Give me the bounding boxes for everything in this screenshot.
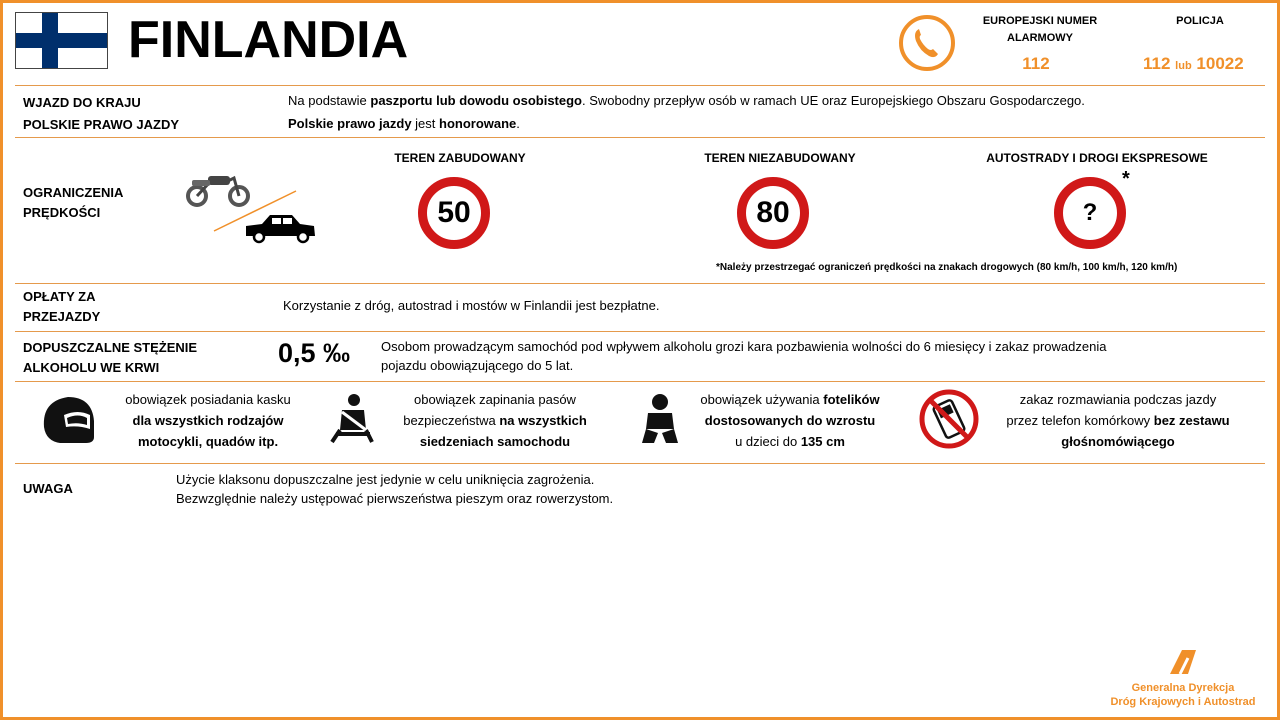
helmet-icon (40, 393, 96, 447)
no-phone-icon (918, 388, 980, 450)
belt-text-2: bezpieczeństwa na wszystkich (403, 413, 587, 428)
speed-sign-rural: 80 (737, 177, 809, 249)
emergency-label: EUROPEJSKI NUMER (982, 15, 1098, 27)
footer-org-2: Dróg Krajowych i Autostrad (1110, 696, 1256, 708)
divider (15, 137, 1265, 138)
police-or: lub (1175, 60, 1192, 72)
police-label: POLICJA (1176, 15, 1224, 27)
speed-label-2: PRĘDKOŚCI (23, 205, 101, 220)
alcohol-label: DOPUSZCZALNE STĘŻENIE (23, 340, 198, 355)
license-text: Polskie prawo jazdy jest honorowane. (288, 116, 520, 131)
divider (15, 85, 1265, 86)
country-title: FINLANDIA (128, 11, 409, 69)
alcohol-label-2: ALKOHOLU WE KRWI (23, 360, 160, 375)
phone-text-3: głośnomówiącego (1061, 434, 1175, 449)
helmet-text-2: dla wszystkich rodzajów (132, 413, 284, 428)
zone-title-urban: TEREN ZABUDOWANY (394, 151, 526, 165)
note-label: UWAGA (23, 481, 73, 496)
speed-sign-urban: 50 (418, 177, 490, 249)
tolls-label-2: PRZEJAZDY (23, 309, 101, 324)
tolls-text: Korzystanie z dróg, autostrad i mostów w Finlandii jest bezpłatne. (283, 298, 660, 313)
phone-icon (898, 14, 956, 72)
entry-label: WJAZD DO KRAJU (23, 95, 141, 110)
gddkia-logo-icon (1166, 648, 1200, 676)
zone-title-rural: TEREN NIEZABUDOWANY (704, 151, 856, 165)
emergency-number: 112 (1022, 54, 1050, 73)
child-text-3: u dzieci do 135 cm (735, 434, 845, 449)
child-text-2: dostosowanych do wzrostu (704, 413, 876, 428)
divider (15, 381, 1265, 382)
emergency-label-2: ALARMOWY (1007, 32, 1073, 44)
seatbelt-icon (328, 392, 376, 446)
entry-text: Na podstawie paszportu lub dowodu osobistego. Swobodny przepływ osób w ramach UE oraz Europejskiego Obszaru Gospodarczego. (288, 93, 1085, 108)
license-label: POLSKIE PRAWO JAZDY (23, 117, 180, 132)
speed-label: OGRANICZENIA (23, 185, 124, 200)
asterisk: * (1122, 168, 1130, 190)
tolls-label: OPŁATY ZA (23, 289, 96, 304)
police-number (1143, 54, 1244, 74)
phone-text-2: przez telefon komórkowy bez zestawu (1006, 413, 1230, 428)
alcohol-limit: 0,5 ‰ (278, 338, 351, 368)
alcohol-text: Osobom prowadzącym samochód pod wpływem alkoholu grozi kara pozbawienia wolności do 6 miesięcy i zakaz prowadzenia (381, 339, 1107, 354)
divider (15, 331, 1265, 332)
speed-sign-motorway: ? (1054, 177, 1126, 249)
child-text: obowiązek używania fotelików (700, 392, 880, 407)
divider (15, 283, 1265, 284)
finland-flag (15, 12, 108, 69)
police-number-1: 112 (1143, 54, 1171, 73)
helmet-text-3: motocykli, quadów itp. (137, 434, 279, 449)
belt-text-3: siedzeniach samochodu (419, 434, 571, 449)
note-line-2: Bezwzględnie należy ustępować pierwszeństwa pieszym oraz rowerzystom. (176, 491, 614, 506)
police-number-2: 10022 (1196, 54, 1244, 73)
note-line: Użycie klaksonu dopuszczalne jest jedynie w celu uniknięcia zagrożenia. (176, 472, 595, 487)
motorcycle-car-icon (182, 168, 318, 244)
divider (15, 463, 1265, 464)
zone-title-motorway: AUTOSTRADY I DROGI EKSPRESOWE (986, 151, 1208, 165)
speed-note: *Należy przestrzegać ograniczeń prędkości na znakach drogowych (80 km/h, 100 km/h, 120 km/h) (716, 262, 1178, 273)
alcohol-text-2: pojazdu obowiązującego do 5 lat. (381, 358, 574, 373)
belt-text: obowiązek zapinania pasów (414, 392, 576, 407)
footer-org: Generalna Dyrekcja (1131, 682, 1235, 694)
phone-text: zakaz rozmawiania podczas jazdy (1019, 392, 1217, 407)
helmet-text: obowiązek posiadania kasku (125, 392, 291, 407)
